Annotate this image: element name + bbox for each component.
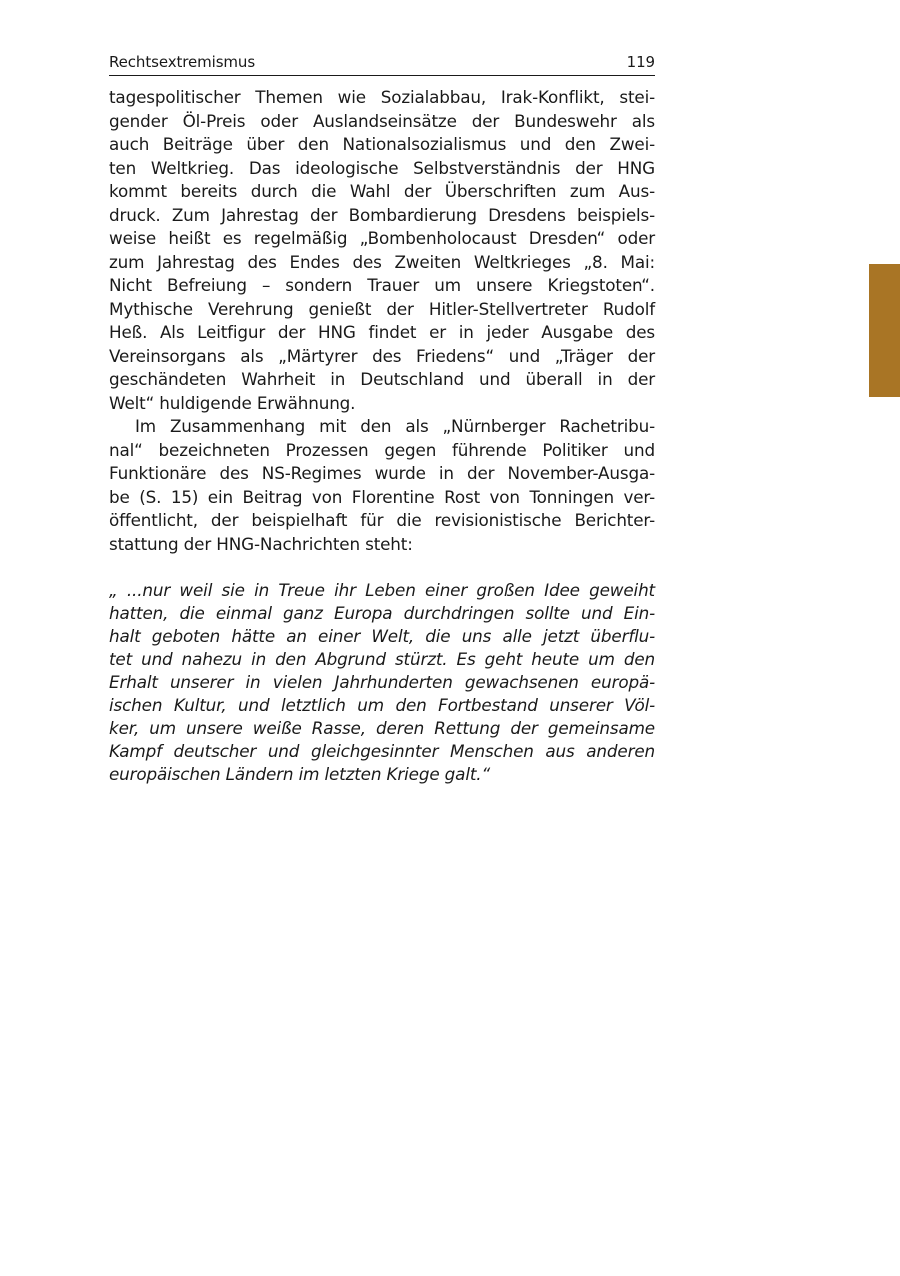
paragraph-2 bbox=[109, 415, 655, 556]
text-line: Im Zusammenhang mit den als „Nürnberger Rachetribu- bbox=[135, 416, 655, 436]
text-line: zum Jahrestag des Endes des Zweiten Weltkrieges „8. Mai: bbox=[109, 251, 655, 272]
text-line: auch Beiträge über den Nationalsozialismus und den Zwei- bbox=[109, 134, 655, 154]
quote-line: tet und nahezu in den Abgrund stürzt. Es geht heute um den bbox=[109, 649, 655, 669]
text-line: kommt bereits durch die Wahl der Überschriften zum Aus- bbox=[109, 181, 655, 201]
text-line: Funktionäre des NS-Regimes wurde in der November-Ausga- bbox=[109, 463, 655, 483]
text-line: weise heißt es regelmäßig „Bombenholocaust Dresden“ oder bbox=[109, 228, 655, 248]
text-line: tagespolitischer Themen wie Sozialabbau, Irak-Konflikt, stei- bbox=[109, 87, 655, 107]
quote-line: Erhalt unserer in vielen Jahrhunderten gewachsenen europä- bbox=[109, 672, 655, 692]
page-number: 119 bbox=[626, 53, 655, 71]
quote-line: ischen Kultur, und letztlich um den Fortbestand unserer Völ- bbox=[109, 695, 655, 715]
text-line: gender Öl-Preis oder Auslandseinsätze der Bundeswehr als bbox=[109, 110, 655, 131]
text-line: Mythische Verehrung genießt der Hitler-Stellvertreter Rudolf bbox=[109, 298, 655, 319]
quote-line: „ ...nur weil sie in Treue ihr Leben einer großen Idee geweiht bbox=[109, 580, 655, 600]
text-line: öffentlicht, der beispielhaft für die revisionistische Berichter- bbox=[109, 510, 655, 530]
text-line: nal“ bezeichneten Prozessen gegen führende Politiker und bbox=[109, 439, 655, 460]
text-line: be (S. 15) ein Beitrag von Florentine Rost von Tonningen ver- bbox=[109, 486, 655, 507]
section-title: Rechtsextremismus bbox=[109, 53, 256, 71]
quote-line: europäischen Ländern im letzten Kriege galt.“ bbox=[109, 764, 490, 784]
text-line: stattung der HNG-Nachrichten steht: bbox=[109, 533, 413, 554]
quote-line: ker, um unsere weiße Rasse, deren Rettung der gemeinsame bbox=[109, 718, 655, 738]
block-quote bbox=[109, 579, 655, 786]
page-content bbox=[109, 52, 655, 786]
paragraph-1 bbox=[109, 86, 655, 415]
body-text bbox=[109, 86, 655, 556]
text-line: Nicht Befreiung – sondern Trauer um unsere Kriegstoten“. bbox=[109, 275, 655, 295]
text-line: Heß. Als Leitfigur der HNG findet er in jeder Ausgabe des bbox=[109, 322, 655, 342]
quote-line: hatten, die einmal ganz Europa durchdringen sollte und Ein- bbox=[109, 603, 655, 623]
quote-line: Kampf deutscher und gleichgesinnter Menschen aus anderen bbox=[109, 741, 655, 761]
text-line: Vereinsorgans als „Märtyrer des Friedens“ und „Träger der bbox=[109, 345, 655, 366]
text-line: geschändeten Wahrheit in Deutschland und überall in der bbox=[109, 369, 655, 389]
quote-line: halt geboten hätte an einer Welt, die uns alle jetzt überflu- bbox=[109, 626, 655, 646]
running-head bbox=[109, 52, 655, 76]
text-line: Welt“ huldigende Erwähnung. bbox=[109, 392, 356, 413]
text-line: druck. Zum Jahrestag der Bombardierung Dresdens beispiels- bbox=[109, 204, 655, 225]
text-line: ten Weltkrieg. Das ideologische Selbstverständnis der HNG bbox=[109, 157, 655, 178]
chapter-thumb-tab bbox=[869, 264, 900, 397]
